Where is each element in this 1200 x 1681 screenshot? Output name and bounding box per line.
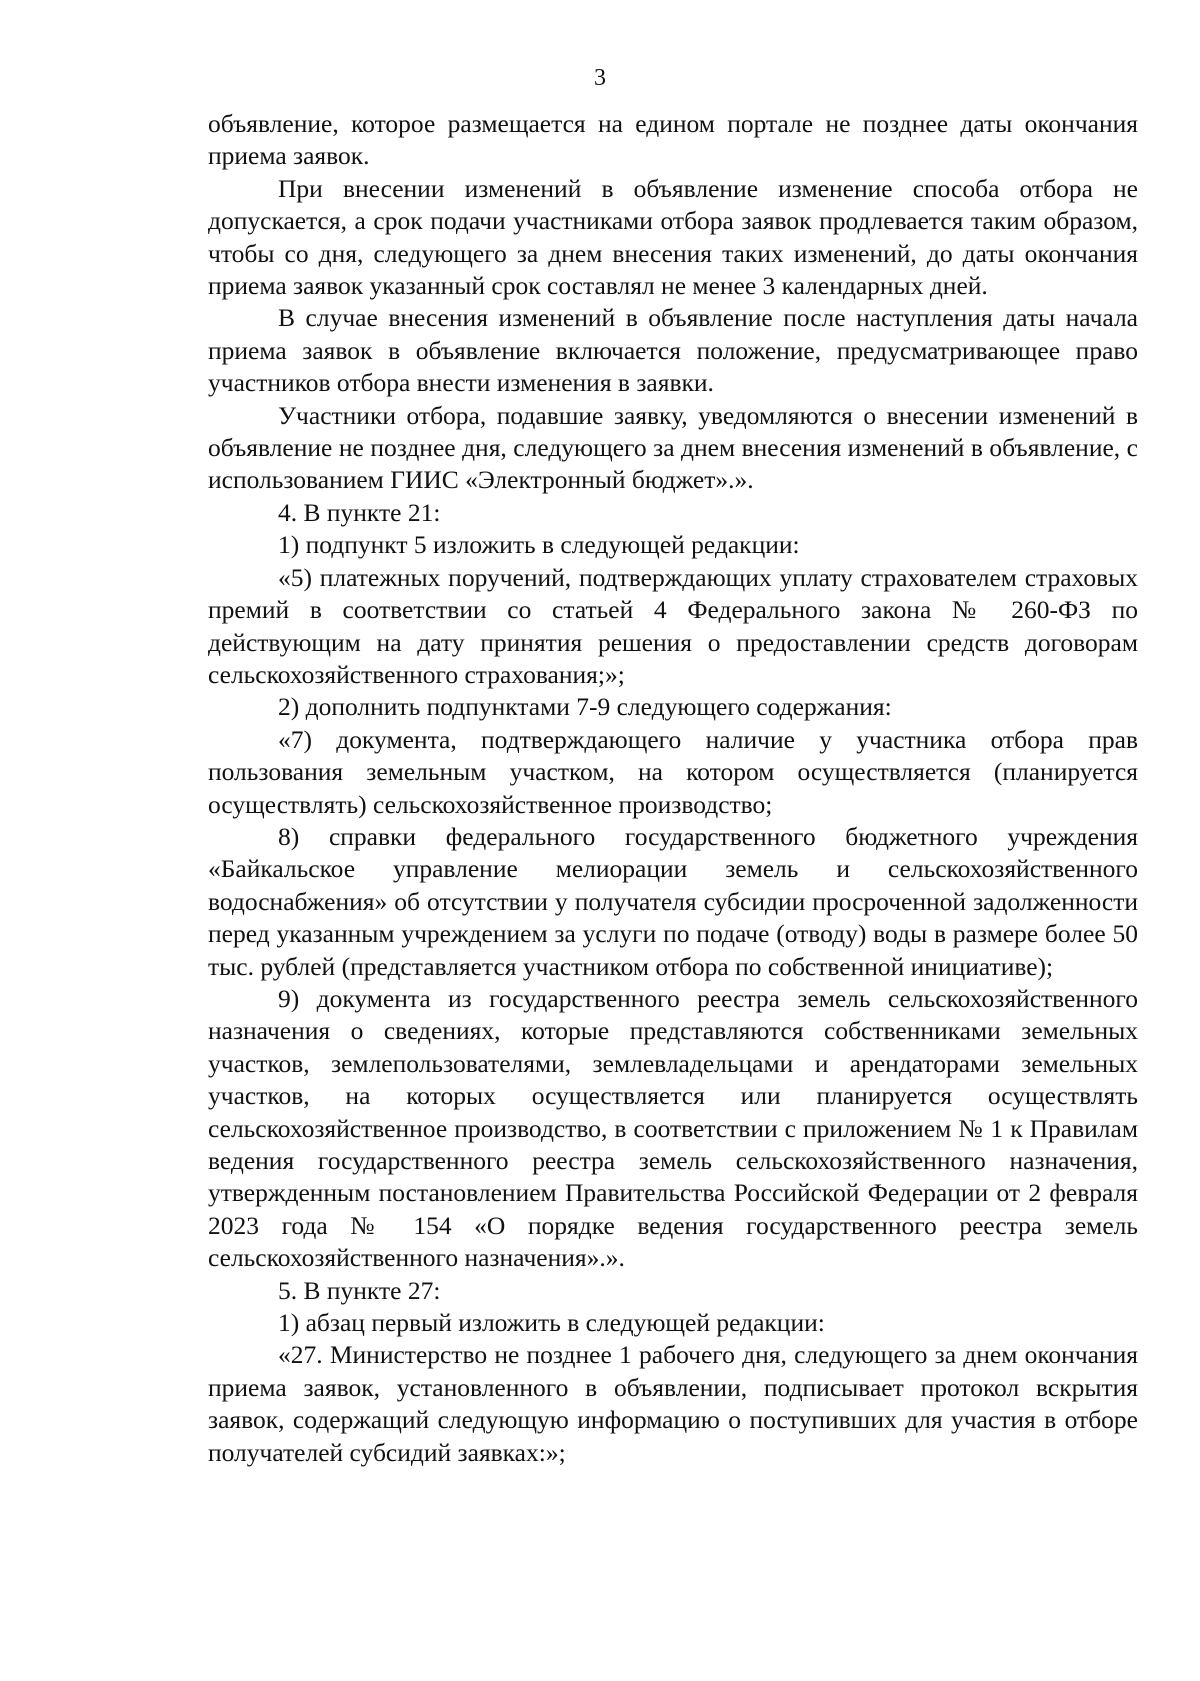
paragraph-changes-after-start: В случае внесения изменений в объявление после наступления даты начала приема заявок в объявление включается положение, предусматривающее право участников отбора внести изменения в заявки.	[208, 303, 1138, 398]
paragraph-continuation: объявление, которое размещается на едином портале не позднее даты окончания приема заявок.	[208, 109, 1138, 171]
paragraph-item-5-heading: 5. В пункте 27:	[278, 1275, 441, 1305]
paragraph-subitem-8-text: 8) справки федерального государственного бюджетного учреждения «Байкальское управление мелиорации земель и сельскохозяйственного водоснабжения» об отсутствии у получателя субсидии просроченной задолженности перед указанным учреждением за услуги по подаче (отводу) воды в размере более 50 тыс. рублей (представляется участником отбора по собственной инициативе);	[208, 821, 1138, 981]
paragraph-participants-notified: Участники отбора, подавшие заявку, уведомляются о внесении изменений в объявление не позднее дня, следующего за днем внесения изменений в объявление, с использованием ГИИС «Электронный бюджет».».	[208, 400, 1138, 495]
paragraph-changes-announcement: При внесении изменений в объявление изменение способа отбора не допускается, а срок подачи участниками отбора заявок продлевается таким образом, чтобы со дня, следующего за днем внесения таких изменений, до даты окончания приема заявок указанный срок составлял не менее 3 календарных дней.	[208, 173, 1138, 301]
page-number: 3	[594, 65, 606, 91]
paragraph-item-4-heading: 4. В пункте 21:	[278, 497, 441, 527]
paragraph-subitem-9-text: 9) документа из государственного реестра земель сельскохозяйственного назначения о сведениях, которые представляются собственниками земельных участков, землепользователями, землевладельцами и арендаторами земельных участков, на которых осуществляется или планируется осуществлять сельскохозяйственное производство, в соответствии с приложением № 1 к Правилам ведения государственного реестра земель сельскохозяйственного назначения, утвержденным постановлением Правительства Российской Федерации от 2 февраля 2023 года № 154 «О порядке ведения государственного реестра земель сельскохозяйственного назначения».».	[208, 983, 1138, 1273]
paragraph-subitem-5-text: «5) платежных поручений, подтверждающих уплату страхователем страховых премий в соответствии со статьей 4 Федерального закона № 260-ФЗ по действующим на дату принятия решения о предоставлении средств договорам сельскохозяйственного страхования;»;	[208, 562, 1138, 689]
paragraph-item-27-text: «27. Министерство не позднее 1 рабочего дня, следующего за днем окончания приема заявок, установленного в объявлении, подписывает протокол вскрытия заявок, содержащий следующую информацию о поступивших для участия в отборе получателей субсидий заявках:»;	[208, 1340, 1138, 1467]
paragraph-subitem-1: 1) подпункт 5 изложить в следующей редакции:	[278, 530, 800, 560]
paragraph-subitem-2: 2) дополнить подпунктами 7-9 следующего содержания:	[278, 692, 892, 722]
paragraph-subitem-1-item-27: 1) абзац первый изложить в следующей редакции:	[278, 1308, 825, 1338]
paragraph-subitem-7-text: «7) документа, подтверждающего наличие у участника отбора прав пользования земельным участком, на котором осуществляется (планируется осуществлять) сельскохозяйственное производство;	[208, 724, 1138, 819]
document-body	[208, 108, 1138, 1469]
